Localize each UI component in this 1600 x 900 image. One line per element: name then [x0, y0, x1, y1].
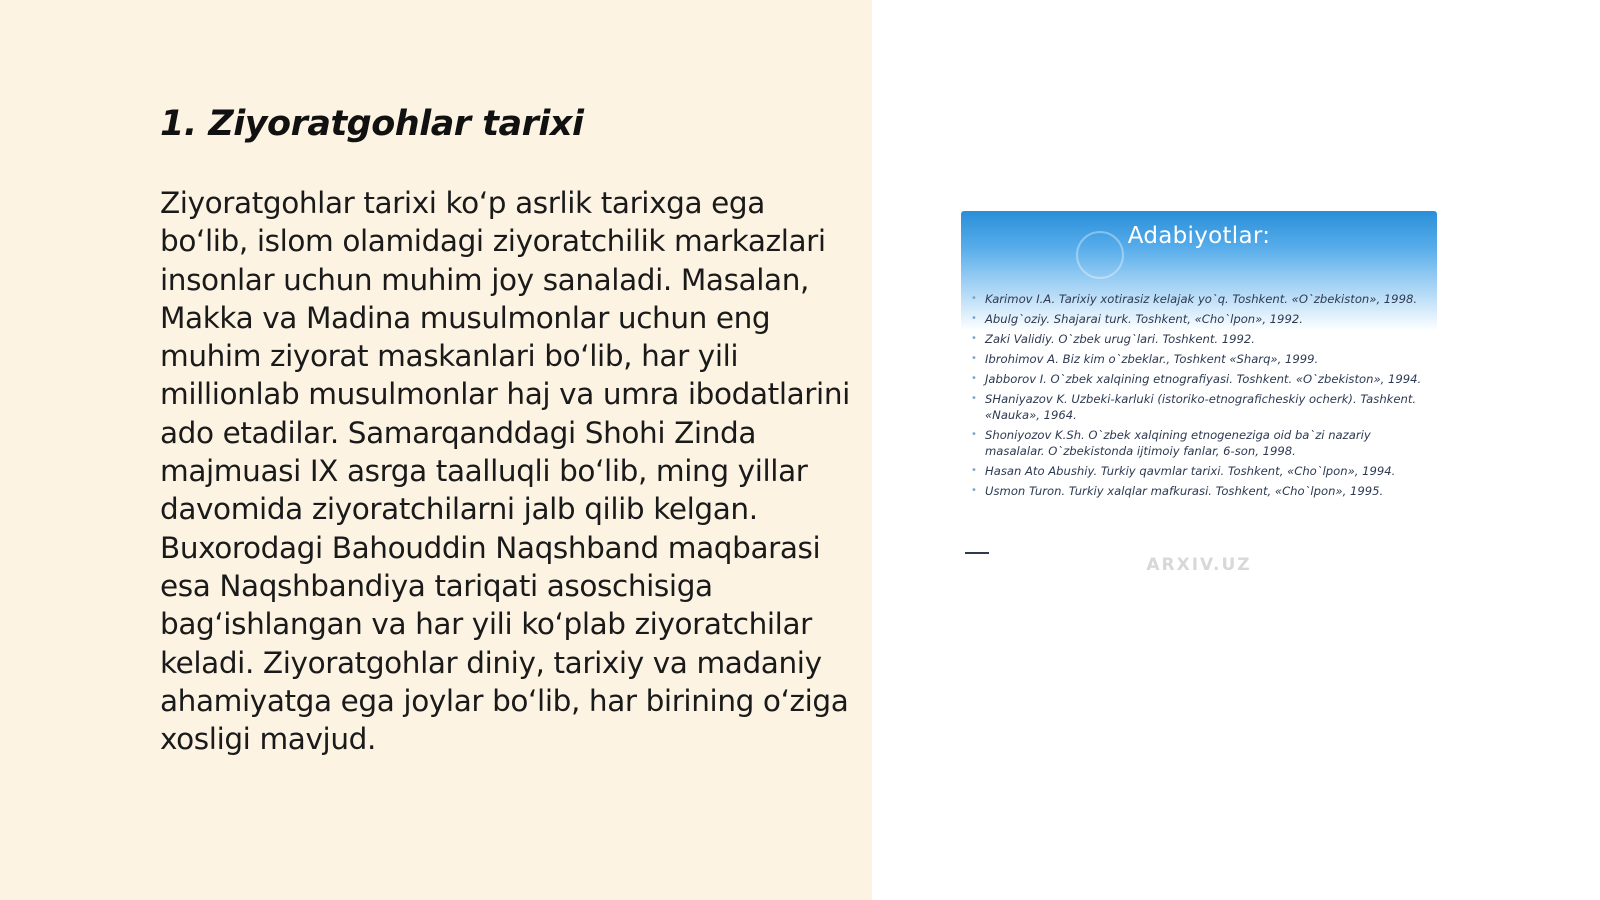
- bullet-icon: •: [971, 429, 977, 440]
- arxiv-watermark: ARXIV.UZ: [1146, 555, 1252, 575]
- reference-text: Usmon Turon. Turkiy xalqlar mafkurasi. Toshkent, «Cho`lpon», 1995.: [985, 484, 1384, 498]
- reference-item: [971, 391, 1427, 423]
- reference-item: [971, 483, 1427, 499]
- reference-item: [971, 371, 1427, 387]
- reference-item: [971, 331, 1427, 347]
- slide-body-text: Ziyoratgohlar tarixi ko‘p asrlik tarixga ega bo‘lib, islom olamidagi ziyoratchilik markazlari insonlar uchun muhim joy sanaladi. Masalan, Makka va Madina musulmonlar uchun eng muhim ziyorat maskanlari bo‘lib, har yili millionlab musulmonlar haj va umra ibodatlarini ado etadilar. Samarqanddagi Shohi Zinda majmuasi IX asrga taalluqli bo‘lib, ming yillar davomida ziyoratchilarni jalb qilib kelgan. Buxorodagi Bahouddin Naqshband maqbarasi esa Naqshbandiya tariqati asoschisiga bag‘ishlangan va har yili ko‘plab ziyoratchilar keladi. Ziyoratgohlar diniy, tarixiy va madaniy ahamiyatga ega joylar bo‘lib, har birining o‘ziga xosligi mavjud.: [160, 186, 850, 757]
- reference-item: [971, 291, 1427, 307]
- slide-title: 1. Ziyoratgohlar tarixi: [160, 104, 584, 144]
- reference-text: Zaki Validiy. O`zbek urug`lari. Toshkent. 1992.: [985, 332, 1255, 346]
- underline-mark: [965, 552, 989, 554]
- references-list: [971, 291, 1427, 503]
- reference-text: Hasan Ato Abushiy. Turkiy qavmlar tarixi. Toshkent, «Cho`lpon», 1994.: [985, 464, 1396, 478]
- references-image: [961, 211, 1437, 579]
- reference-item: [971, 427, 1427, 459]
- reference-text: Jabborov I. O`zbek xalqining etnografiyasi. Toshkent. «O`zbekiston», 1994.: [985, 372, 1422, 386]
- bullet-icon: •: [971, 353, 977, 364]
- reference-item: [971, 351, 1427, 367]
- reference-text: Karimov I.A. Tarixiy xotirasiz kelajak yo`q. Toshkent. «O`zbekiston», 1998.: [985, 292, 1418, 306]
- reference-text: Abulg`oziy. Shajarai turk. Toshkent, «Cho`lpon», 1992.: [985, 312, 1303, 326]
- bullet-icon: •: [971, 313, 977, 324]
- reference-item: [971, 311, 1427, 327]
- bullet-icon: •: [971, 373, 977, 384]
- references-title: Adabiyotlar:: [1127, 223, 1271, 249]
- reference-text: SHaniyazov K. Uzbeki-karluki (istoriko-etnograficheskiy ocherk). Tashkent. «Nauka», 1964.: [985, 392, 1417, 422]
- reference-item: [971, 463, 1427, 479]
- reference-text: Shoniyozov K.Sh. O`zbek xalqining etnogeneziga oid ba`zi nazariy masalalar. O`zbekistonda ijtimoiy fanlar, 6-son, 1998.: [985, 428, 1371, 458]
- reference-text: Ibrohimov A. Biz kim o`zbeklar., Toshkent «Sharq», 1999.: [985, 352, 1319, 366]
- bullet-icon: •: [971, 333, 977, 344]
- bullet-icon: •: [971, 465, 977, 476]
- bullet-icon: •: [971, 293, 977, 304]
- bullet-icon: •: [971, 393, 977, 404]
- bullet-icon: •: [971, 485, 977, 496]
